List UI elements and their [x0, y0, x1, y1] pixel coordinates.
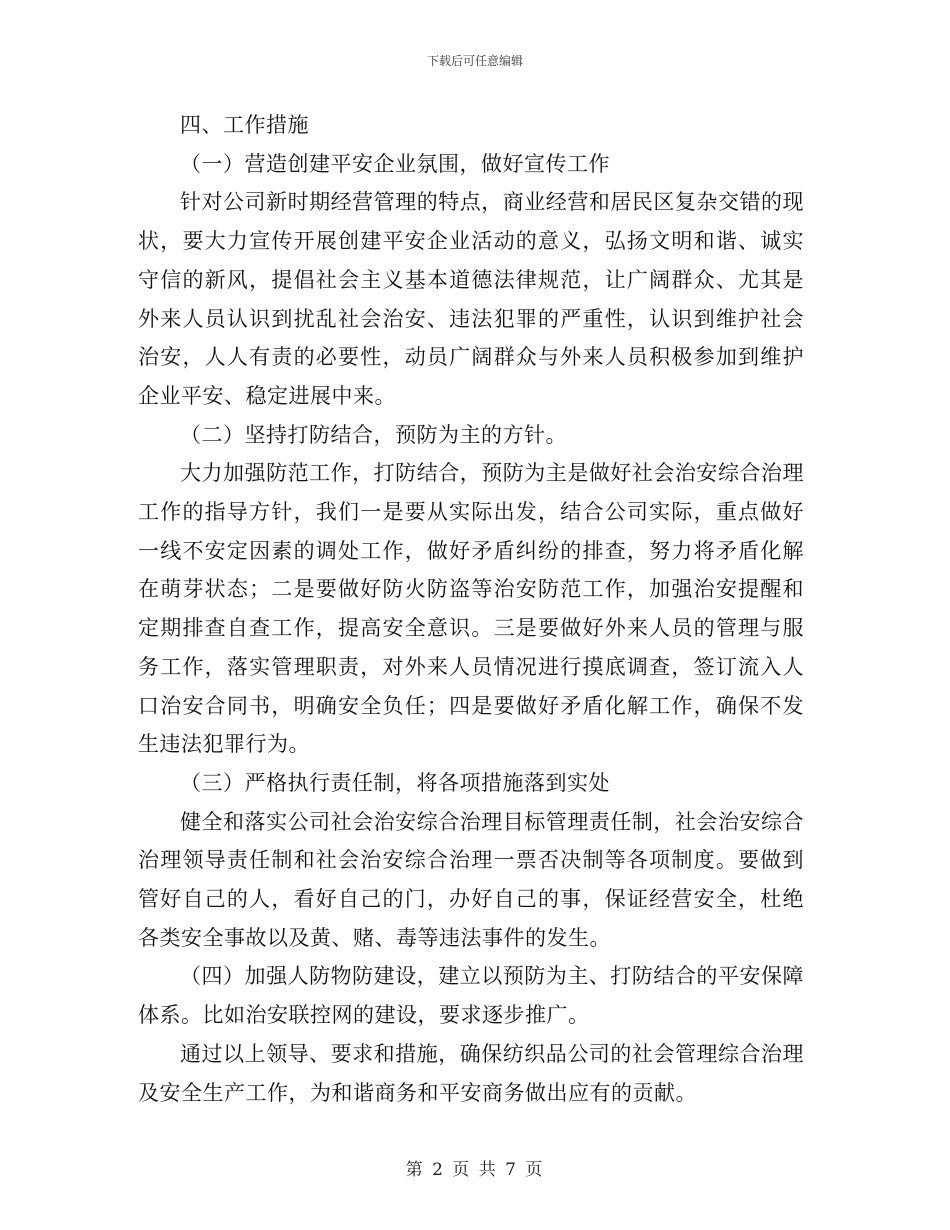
subsection-heading-1: （一）营造创建平安企业氛围，做好宣传工作 — [180, 151, 610, 176]
document-body — [138, 106, 804, 1112]
page-number-footer: 第 2 页 共 7 页 — [405, 1160, 545, 1180]
paragraph-3: 健全和落实公司社会治安综合治理目标管理责任制，社会治安综合治理领导责任制和社会治安综合治理一票否决制等各项制度。要做到管好自己的人，看好自己的门，办好自己的事，保证经营安全，杜绝各类安全事故以及黄、赌、毒等违法事件的发生。 — [138, 809, 804, 950]
page-header-note: 下载后可任意编辑 — [426, 54, 523, 68]
subsection-heading-2: （二）坚持打防结合，预防为主的方针。 — [180, 422, 567, 447]
section-heading: 四、工作措施 — [180, 113, 309, 137]
paragraph-1: 针对公司新时期经营管理的特点，商业经营和居民区复杂交错的现状，要大力宣传开展创建平安企业活动的意义，弘扬文明和谐、诚实守信的新风，提倡社会主义基本道德法律规范，让广阔群众、尤其是外来人员认识到扰乱社会治安、违法犯罪的严重性，认识到维护社会治安，人人有责的必要性，动员广阔群众与外来人员积极参加到维护企业平安、稳定进展中来。 — [138, 190, 804, 408]
subsection-heading-4: （四）加强人防物防建设，建立以预防为主、打防结合的平安保障体系。比如治安联控网的建设，要求逐步推广。 — [138, 964, 804, 1028]
subsection-heading-3: （三）严格执行责任制，将各项措施落到实处 — [180, 770, 610, 795]
paragraph-4: 通过以上领导、要求和措施，确保纺织品公司的社会管理综合治理及安全生产工作，为和谐商务和平安商务做出应有的贡献。 — [138, 1041, 804, 1105]
paragraph-2: 大力加强防范工作，打防结合，预防为主是做好社会治安综合治理工作的指导方针，我们一是要从实际出发，结合公司实际，重点做好一线不安定因素的调处工作，做好矛盾纠纷的排查，努力将矛盾化解在萌芽状态；二是要做好防火防盗等治安防范工作，加强治安提醒和定期排查自查工作，提高安全意识。三是要做好外来人员的管理与服务工作，落实管理职责，对外来人员情况进行摸底调查，签订流入人口治安合同书，明确安全负任；四是要做好矛盾化解工作，确保不发生违法犯罪行为。 — [138, 461, 804, 757]
